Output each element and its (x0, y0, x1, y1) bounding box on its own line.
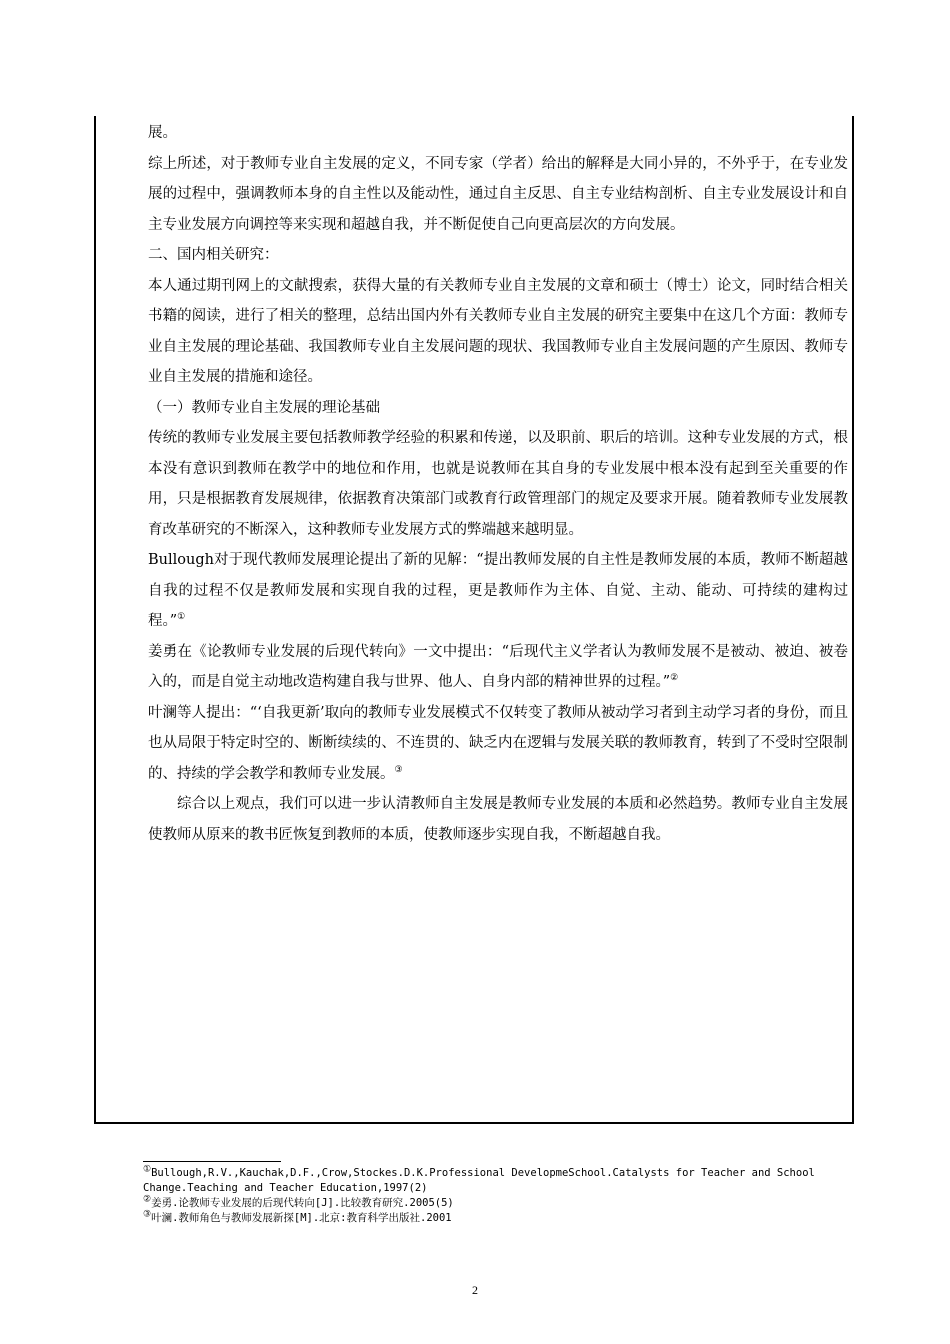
paragraph-continuation: 展。 (148, 125, 177, 141)
paragraph-jiang-yong: 姜勇在《论教师专业发展的后现代转向》一文中提出：“后现代主义学者认为教师发展不是被动、被迫、被卷入的，而是自觉主动地改造构建自我与世界、他人、自身内部的精神世界的过程。”② (148, 643, 848, 690)
subsection-heading-theory: （一）教师专业自主发展的理论基础 (148, 399, 380, 416)
body-text (148, 118, 848, 850)
footnote-separator (143, 1161, 281, 1162)
paragraph-traditional-development: 传统的教师专业发展主要包括教师教学经验的积累和传递，以及职前、职后的培训。这种专业发展的方式，根本没有意识到教师在教学中的地位和作用，也就是说教师在其自身的专业发展中根本没有起到至关重要的作用，只是根据教育发展规律，依据教育决策部门或教育行政管理部门的规定及要求开展。随着教师专业发展教育改革研究的不断深入，这种教师专业发展方式的弊端越来越明显。 (148, 430, 848, 538)
paragraph-ye-lan: 叶澜等人提出：“‘自我更新’取向的教师专业发展模式不仅转变了教师从被动学习者到主动学习者的身份，而且也从局限于特定时空的、断断续续的、不连贯的、缺乏内在逻辑与发展关联的教师教育，转到了不受时空限制的、持续的学会教学和教师专业发展。③ (148, 704, 848, 782)
footnote-ref-3[interactable]: ③ (394, 764, 403, 775)
footnote-ref-2[interactable]: ② (670, 673, 679, 684)
footnote-ref-1[interactable]: ① (177, 612, 186, 623)
page-number: 2 (472, 1283, 478, 1297)
paragraph-bullough: Bullough对于现代教师发展理论提出了新的见解：“提出教师发展的自主性是教师发展的本质，教师不断超越自我的过程不仅是教师发展和实现自我的过程，更是教师作为主体、自觉、主动、能动、可持续的建构过程。”① (148, 552, 848, 629)
footnote-1: ①Bullough,R.V.,Kauchak,D.F.,Crow,Stockes.D.K.Professional DevelopmeSchool.Catalysts for Teacher and School Change.Teaching and Teacher Education,1997(2) (143, 1164, 815, 1194)
paragraph-conclusion: 综合以上观点，我们可以进一步认清教师自主发展是教师专业发展的本质和必然趋势。教师专业自主发展使教师从原来的教书匠恢复到教师的本质，使教师逐步实现自我，不断超越自我。 (148, 796, 848, 843)
section-heading-domestic-research: 二、国内相关研究： (148, 247, 279, 263)
footnote-2: ②姜勇.论教师专业发展的后现代转向[J].比较教育研究.2005(5) (143, 1194, 454, 1209)
paragraph-literature-search: 本人通过期刊网上的文献搜索，获得大量的有关教师专业自主发展的文章和硕士（博士）论文，同时结合相关书籍的阅读，进行了相关的整理，总结出国内外有关教师专业自主发展的研究主要集中在这几个方面：教师专业自主发展的理论基础、我国教师专业自主发展问题的现状、我国教师专业自主发展问题的产生原因、教师专业自主发展的措施和途径。 (148, 277, 848, 385)
footnotes (143, 1166, 823, 1226)
paragraph-definition-summary: 综上所述，对于教师专业自主发展的定义，不同专家（学者）给出的解释是大同小异的，不外乎于，在专业发展的过程中，强调教师本身的自主性以及能动性，通过自主反思、自主专业结构剖析、自主专业发展设计和自主专业发展方向调控等来实现和超越自我，并不断促使自己向更高层次的方向发展。 (148, 155, 848, 233)
footnote-3: ③叶澜.教师角色与教师发展新探[M].北京:教育科学出版社.2001 (143, 1209, 452, 1224)
